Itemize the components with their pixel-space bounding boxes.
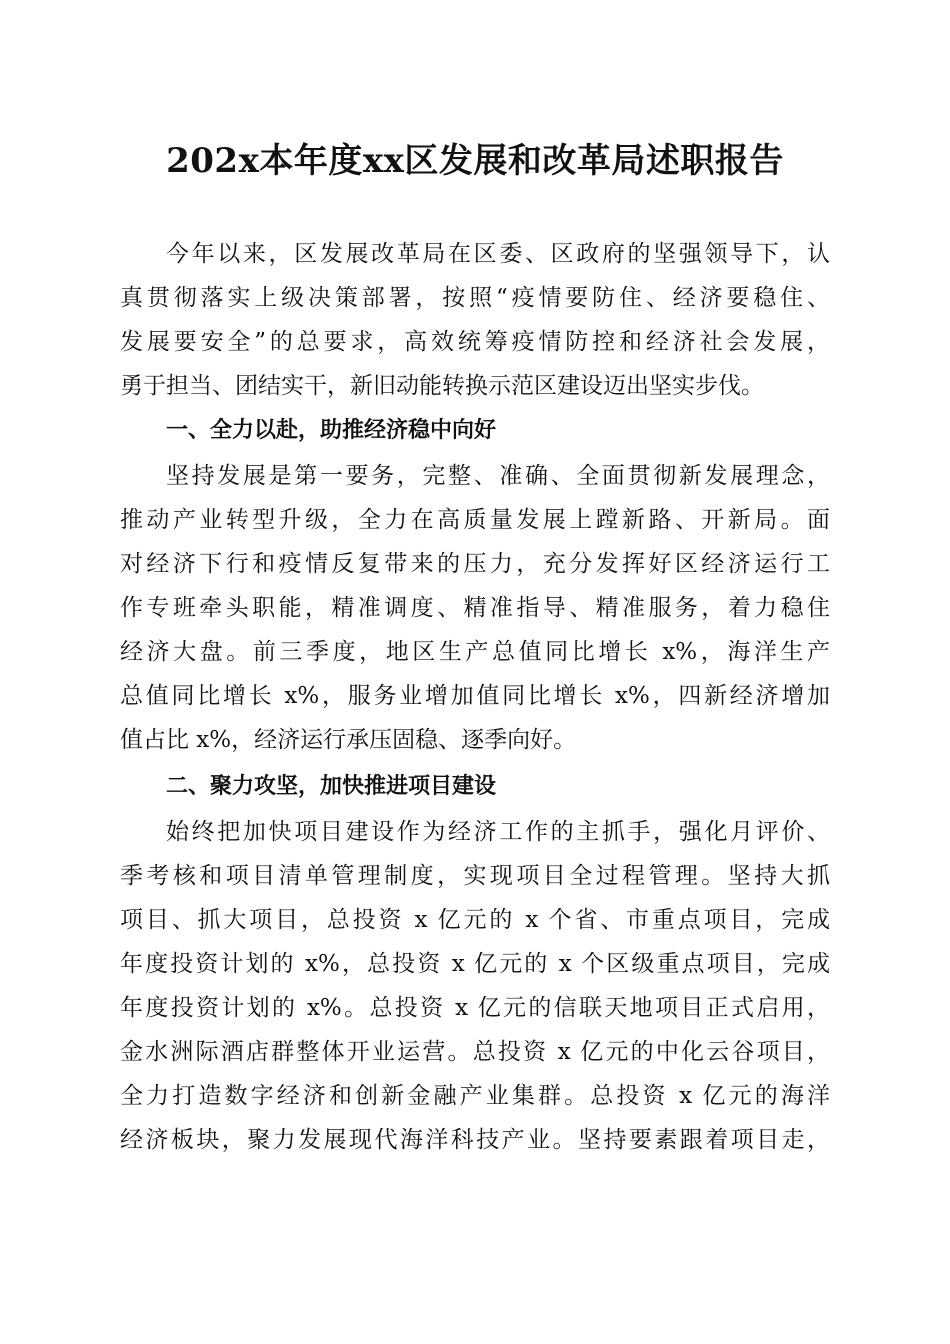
- paragraph-3-line-6: 金水洲际酒店群整体开业运营。总投资 x 亿元的中化云谷项目，: [120, 1039, 830, 1065]
- paragraph-3-line-2: 季考核和项目清单管理制度，实现项目全过程管理。坚持大抓: [120, 863, 830, 889]
- paragraph-1-line-4: 勇于担当、团结实干，新旧动能转换示范区建设迈出坚实步伐。: [120, 373, 764, 399]
- paragraph-3-line-3: 项目、抓大项目，总投资 x 亿元的 x 个省、市重点项目，完成: [120, 907, 830, 933]
- paragraph-3-line-8: 经济板块，聚力发展现代海洋科技产业。坚持要素跟着项目走，: [120, 1127, 830, 1153]
- paragraph-2-line-5: 经济大盘。前三季度，地区生产总值同比增长 x%，海洋生产: [120, 639, 830, 665]
- paragraph-3-line-5: 年度投资计划的 x%。总投资 x 亿元的信联天地项目正式启用，: [120, 995, 830, 1021]
- document-title: 202x本年度xx区发展和改革局述职报告: [166, 141, 784, 181]
- section-heading-2: 二、聚力攻坚，加快推进项目建设: [166, 774, 497, 799]
- paragraph-1-line-3: 发展要安全”的总要求，高效统筹疫情防控和经济社会发展，: [120, 329, 830, 355]
- paragraph-3-line-7: 全力打造数字经济和创新金融产业集群。总投资 x 亿元的海洋: [120, 1083, 830, 1109]
- paragraph-2-line-7: 值占比 x%，经济运行承压固稳、逐季向好。: [120, 727, 577, 753]
- paragraph-1-line-1: 今年以来，区发展改革局在区委、区政府的坚强领导下，认: [166, 241, 830, 267]
- paragraph-3-line-4: 年度投资计划的 x%，总投资 x 亿元的 x 个区级重点项目，完成: [120, 951, 830, 977]
- paragraph-2-line-3: 对经济下行和疫情反复带来的压力，充分发挥好区经济运行工: [120, 551, 830, 577]
- paragraph-3-line-1: 始终把加快项目建设作为经济工作的主抓手，强化月评价、: [166, 819, 830, 845]
- paragraph-2-line-4: 作专班牵头职能，精准调度、精准指导、精准服务，着力稳住: [120, 595, 830, 621]
- section-heading-1: 一、全力以赴，助推经济稳中向好: [166, 418, 497, 443]
- paragraph-2-line-2: 推动产业转型升级，全力在高质量发展上蹚新路、开新局。面: [120, 507, 830, 533]
- paragraph-2-line-6: 总值同比增长 x%，服务业增加值同比增长 x%，四新经济增加: [120, 683, 830, 709]
- paragraph-1-line-2: 真贯彻落实上级决策部署，按照“疫情要防住、经济要稳住、: [120, 285, 830, 311]
- paragraph-2-line-1: 坚持发展是第一要务，完整、准确、全面贯彻新发展理念，: [166, 463, 830, 489]
